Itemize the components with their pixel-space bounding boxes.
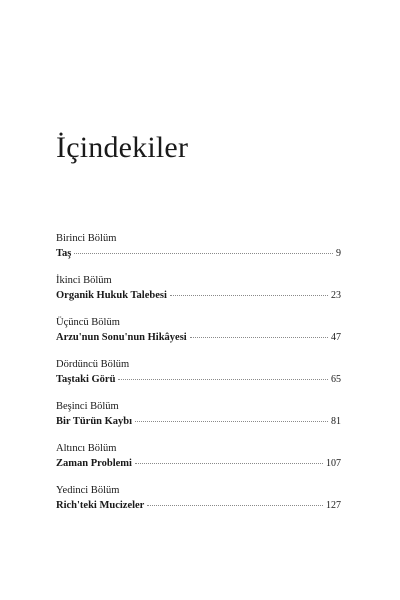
toc-entry [56, 442, 341, 484]
chapter-number: Yedinci Bölüm [56, 485, 120, 496]
chapter-title: Bir Türün Kaybı [56, 416, 133, 427]
chapter-title: Organik Hukuk Talebesi [56, 290, 167, 301]
dot-leader [135, 421, 328, 422]
toc-entry [56, 358, 341, 400]
chapter-row [56, 330, 341, 345]
chapter-title: Rich'teki Mucizeler [56, 500, 145, 511]
page-number: 81 [331, 416, 341, 427]
chapter-number: Altıncı Bölüm [56, 443, 117, 454]
toc-entry [56, 316, 341, 358]
dot-leader [190, 337, 328, 338]
table-of-contents [56, 232, 341, 526]
dot-leader [170, 295, 328, 296]
chapter-row [56, 246, 341, 261]
page-number: 107 [326, 458, 341, 469]
chapter-number: Dördüncü Bölüm [56, 359, 130, 370]
page-number: 127 [326, 500, 341, 511]
page-number: 23 [331, 290, 341, 301]
chapter-number: İkinci Bölüm [56, 275, 112, 286]
chapter-row [56, 456, 341, 471]
chapter-title: Taş [56, 248, 72, 259]
toc-entry [56, 232, 341, 274]
page-number: 65 [331, 374, 341, 385]
toc-entry [56, 400, 341, 442]
chapter-title: Taştaki Görü [56, 374, 116, 385]
dot-leader [118, 379, 328, 380]
page-title: İçindekiler [56, 131, 189, 164]
chapter-title: Arzu'nun Sonu'nun Hikâyesi [56, 332, 187, 343]
chapter-row [56, 372, 341, 387]
chapter-number: Beşinci Bölüm [56, 401, 119, 412]
chapter-number: Birinci Bölüm [56, 233, 117, 244]
chapter-row [56, 288, 341, 303]
page-number: 9 [336, 248, 341, 259]
dot-leader [74, 253, 333, 254]
chapter-title: Zaman Problemi [56, 458, 132, 469]
chapter-row [56, 414, 341, 429]
page-number: 47 [331, 332, 341, 343]
toc-entry [56, 274, 341, 316]
chapter-row [56, 498, 341, 513]
dot-leader [135, 463, 323, 464]
chapter-number: Üçüncü Bölüm [56, 317, 120, 328]
toc-entry [56, 484, 341, 526]
dot-leader [147, 505, 323, 506]
